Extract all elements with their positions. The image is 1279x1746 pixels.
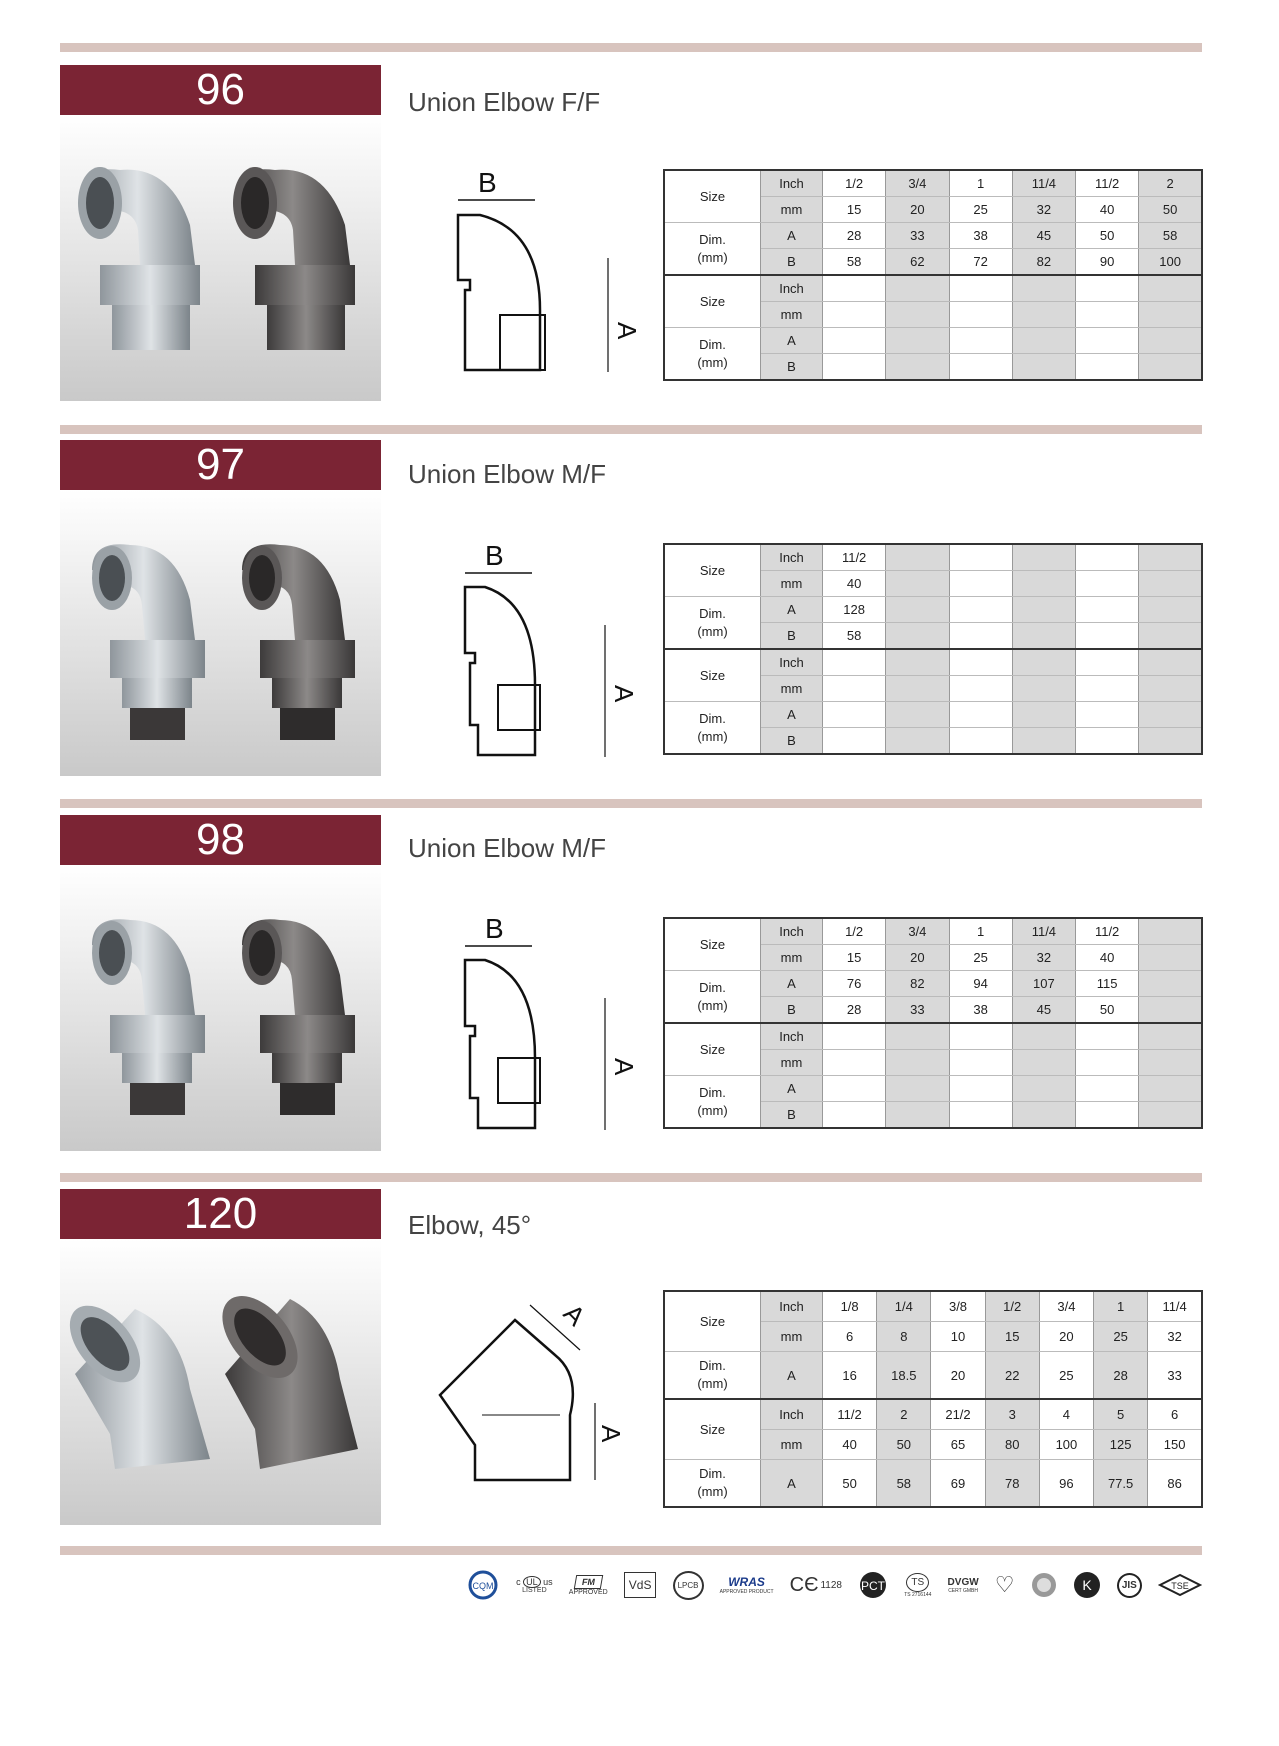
table-cell: 50 bbox=[1076, 223, 1139, 249]
dim-label: Dim. (mm) bbox=[664, 971, 761, 1024]
table-cell: 62 bbox=[886, 249, 949, 276]
table-cell: 11/2 bbox=[1076, 170, 1139, 197]
table-cell: 3/4 bbox=[886, 918, 949, 945]
cert-logo-cqm bbox=[466, 1570, 500, 1600]
table-cell: 25 bbox=[1039, 1352, 1093, 1400]
size-label: Size bbox=[664, 1023, 761, 1076]
table-cell: 16 bbox=[823, 1352, 877, 1400]
table-cell: 2 bbox=[1139, 170, 1202, 197]
technical-drawing bbox=[430, 1295, 640, 1510]
table-cell: 25 bbox=[949, 945, 1012, 971]
table-cell: 50 bbox=[877, 1430, 931, 1460]
product-number: 98 bbox=[60, 815, 381, 865]
unit-b: B bbox=[761, 249, 823, 276]
unit-mm: mm bbox=[761, 1322, 823, 1352]
table-cell: 3/4 bbox=[1039, 1291, 1093, 1322]
table-cell: 20 bbox=[931, 1352, 985, 1400]
table-cell: 21/2 bbox=[931, 1399, 985, 1430]
table-cell: 20 bbox=[886, 945, 949, 971]
table-cell: 1 bbox=[949, 170, 1012, 197]
dimension-label-a: A bbox=[612, 322, 640, 340]
unit-b: B bbox=[761, 728, 823, 755]
unit-b: B bbox=[761, 354, 823, 381]
cert-logo-tse bbox=[1158, 1573, 1202, 1597]
table-cell: 15 bbox=[823, 945, 886, 971]
seal-icon bbox=[1031, 1572, 1057, 1598]
unit-inch: Inch bbox=[761, 1399, 823, 1430]
cert-logo-vds: VdS bbox=[624, 1572, 657, 1598]
unit-inch: Inch bbox=[761, 1023, 823, 1050]
table-cell: 5 bbox=[1094, 1399, 1148, 1430]
product-number: 96 bbox=[60, 65, 381, 115]
table-cell: 1 bbox=[1094, 1291, 1148, 1322]
unit-a: A bbox=[761, 223, 823, 249]
svg-text:TSE: TSE bbox=[1171, 1581, 1189, 1591]
table-cell: 32 bbox=[1012, 197, 1075, 223]
cert-logo-ts: TS TS 2716144 bbox=[904, 1573, 931, 1598]
unit-inch: Inch bbox=[761, 275, 823, 302]
technical-drawing bbox=[430, 535, 640, 770]
separator-bar bbox=[60, 1546, 1202, 1555]
dim-label: Dim. (mm) bbox=[664, 1352, 761, 1400]
table-cell: 58 bbox=[1139, 223, 1202, 249]
unit-a: A bbox=[761, 1460, 823, 1508]
table-cell: 50 bbox=[823, 1460, 877, 1508]
cert-logo-lpcb: LPCB bbox=[673, 1571, 704, 1600]
table-cell: 11/2 bbox=[1076, 918, 1139, 945]
unit-mm: mm bbox=[761, 945, 823, 971]
cert-logo-ul: c UL us LISTED bbox=[516, 1576, 553, 1594]
table-cell: 72 bbox=[949, 249, 1012, 276]
table-cell: 1 bbox=[949, 918, 1012, 945]
spec-table bbox=[663, 169, 1203, 381]
unit-a: A bbox=[761, 1352, 823, 1400]
table-cell: 107 bbox=[1012, 971, 1075, 997]
size-label: Size bbox=[664, 1399, 761, 1460]
table-cell: 58 bbox=[823, 623, 886, 650]
dim-label: Dim. (mm) bbox=[664, 702, 761, 755]
table-cell: 1/4 bbox=[877, 1291, 931, 1322]
unit-mm: mm bbox=[761, 197, 823, 223]
size-label: Size bbox=[664, 649, 761, 702]
spec-table bbox=[663, 543, 1203, 755]
table-cell: 96 bbox=[1039, 1460, 1093, 1508]
table-cell: 115 bbox=[1076, 971, 1139, 997]
table-cell: 18.5 bbox=[877, 1352, 931, 1400]
product-number: 120 bbox=[60, 1189, 381, 1239]
table-cell: 1/2 bbox=[985, 1291, 1039, 1322]
cert-logo-ce: CЄ 1128 bbox=[789, 1573, 842, 1596]
table-cell: 11/4 bbox=[1012, 170, 1075, 197]
table-cell: 32 bbox=[1148, 1322, 1202, 1352]
table-cell: 6 bbox=[1148, 1399, 1202, 1430]
size-label: Size bbox=[664, 170, 761, 223]
table-cell: 1/2 bbox=[823, 170, 886, 197]
product-photo bbox=[60, 490, 381, 776]
table-cell: 1/8 bbox=[823, 1291, 877, 1322]
dimension-label-a: A bbox=[596, 1425, 626, 1443]
table-cell: 33 bbox=[1148, 1352, 1202, 1400]
table-cell: 15 bbox=[985, 1322, 1039, 1352]
table-cell: 128 bbox=[823, 597, 886, 623]
table-cell: 100 bbox=[1039, 1430, 1093, 1460]
dim-label: Dim. (mm) bbox=[664, 1076, 761, 1129]
technical-drawing bbox=[430, 160, 640, 395]
table-cell: 82 bbox=[1012, 249, 1075, 276]
table-cell: 80 bbox=[985, 1430, 1039, 1460]
unit-mm: mm bbox=[761, 676, 823, 702]
unit-inch: Inch bbox=[761, 918, 823, 945]
table-cell: 77.5 bbox=[1094, 1460, 1148, 1508]
separator-bar bbox=[60, 425, 1202, 434]
dim-label: Dim. (mm) bbox=[664, 597, 761, 650]
table-cell: 3 bbox=[985, 1399, 1039, 1430]
separator-bar bbox=[60, 43, 1202, 52]
dimension-label-b: B bbox=[485, 913, 504, 944]
size-label: Size bbox=[664, 544, 761, 597]
table-cell: 86 bbox=[1148, 1460, 1202, 1508]
table-cell: 69 bbox=[931, 1460, 985, 1508]
table-cell: 33 bbox=[886, 223, 949, 249]
k-mark-icon bbox=[1073, 1571, 1101, 1599]
table-cell: 33 bbox=[886, 997, 949, 1024]
product-title: Union Elbow M/F bbox=[408, 833, 606, 863]
table-cell: 65 bbox=[931, 1430, 985, 1460]
product-title: Elbow, 45° bbox=[408, 1210, 532, 1240]
dimension-label-b: B bbox=[478, 167, 497, 198]
table-cell: 20 bbox=[1039, 1322, 1093, 1352]
size-label: Size bbox=[664, 918, 761, 971]
table-cell: 11/2 bbox=[823, 1399, 877, 1430]
separator-bar bbox=[60, 1173, 1202, 1182]
unit-inch: Inch bbox=[761, 544, 823, 571]
table-cell: 11/2 bbox=[823, 544, 886, 571]
unit-b: B bbox=[761, 623, 823, 650]
table-cell: 40 bbox=[823, 571, 886, 597]
table-cell: 38 bbox=[949, 997, 1012, 1024]
table-cell: 8 bbox=[877, 1322, 931, 1352]
dimension-label-b: B bbox=[485, 540, 504, 571]
dimension-label-a: A bbox=[557, 1298, 592, 1332]
table-cell: 15 bbox=[823, 197, 886, 223]
table-cell: 90 bbox=[1076, 249, 1139, 276]
svg-text:PCT: PCT bbox=[861, 1579, 886, 1593]
table-cell: 22 bbox=[985, 1352, 1039, 1400]
table-cell: 94 bbox=[949, 971, 1012, 997]
product-photo bbox=[60, 865, 381, 1151]
dimension-label-a: A bbox=[609, 1058, 639, 1076]
table-cell: 28 bbox=[1094, 1352, 1148, 1400]
table-cell: 28 bbox=[823, 223, 886, 249]
heart-icon: ♡ bbox=[994, 1572, 1015, 1597]
separator-bar bbox=[60, 799, 1202, 808]
unit-a: A bbox=[761, 597, 823, 623]
table-cell: 11/4 bbox=[1148, 1291, 1202, 1322]
cert-logo-jis: JIS bbox=[1117, 1573, 1142, 1598]
size-label: Size bbox=[664, 1291, 761, 1352]
table-cell: 11/4 bbox=[1012, 918, 1075, 945]
table-cell: 28 bbox=[823, 997, 886, 1024]
unit-a: A bbox=[761, 971, 823, 997]
table-cell: 45 bbox=[1012, 223, 1075, 249]
table-cell: 40 bbox=[823, 1430, 877, 1460]
table-cell: 1/2 bbox=[823, 918, 886, 945]
unit-mm: mm bbox=[761, 302, 823, 328]
table-cell: 10 bbox=[931, 1322, 985, 1352]
cert-logo-dvgw: DVGW CERT GMBH bbox=[947, 1576, 979, 1594]
product-photo bbox=[60, 115, 381, 401]
table-cell: 58 bbox=[877, 1460, 931, 1508]
unit-a: A bbox=[761, 328, 823, 354]
spec-table bbox=[663, 917, 1203, 1129]
table-cell: 3/4 bbox=[886, 170, 949, 197]
cert-logo-pct bbox=[858, 1571, 888, 1599]
table-cell: 20 bbox=[886, 197, 949, 223]
product-number: 97 bbox=[60, 440, 381, 490]
table-cell: 3/8 bbox=[931, 1291, 985, 1322]
table-cell: 58 bbox=[823, 249, 886, 276]
table-cell: 100 bbox=[1139, 249, 1202, 276]
unit-inch: Inch bbox=[761, 170, 823, 197]
table-cell: 50 bbox=[1139, 197, 1202, 223]
table-cell: 78 bbox=[985, 1460, 1039, 1508]
unit-a: A bbox=[761, 702, 823, 728]
table-cell: 150 bbox=[1148, 1430, 1202, 1460]
table-cell: 32 bbox=[1012, 945, 1075, 971]
table-cell: 45 bbox=[1012, 997, 1075, 1024]
technical-drawing bbox=[430, 908, 640, 1143]
table-cell: 40 bbox=[1076, 197, 1139, 223]
cert-logo-wras: WRAS APPROVED PRODUCT bbox=[719, 1575, 774, 1595]
table-cell: 40 bbox=[1076, 945, 1139, 971]
table-cell: 50 bbox=[1076, 997, 1139, 1024]
certification-logos bbox=[466, 1567, 1202, 1603]
size-label: Size bbox=[664, 275, 761, 328]
table-cell: 4 bbox=[1039, 1399, 1093, 1430]
cert-logo-fm: FM APPROVED bbox=[568, 1576, 608, 1596]
unit-inch: Inch bbox=[761, 1291, 823, 1322]
table-cell: 82 bbox=[886, 971, 949, 997]
unit-a: A bbox=[761, 1076, 823, 1102]
unit-inch: Inch bbox=[761, 649, 823, 676]
table-cell: 25 bbox=[949, 197, 1012, 223]
unit-mm: mm bbox=[761, 1430, 823, 1460]
unit-b: B bbox=[761, 997, 823, 1024]
dim-label: Dim. (mm) bbox=[664, 1460, 761, 1508]
table-cell: 38 bbox=[949, 223, 1012, 249]
product-title: Union Elbow F/F bbox=[408, 87, 601, 117]
svg-text:K: K bbox=[1082, 1577, 1092, 1593]
table-cell: 76 bbox=[823, 971, 886, 997]
unit-mm: mm bbox=[761, 1050, 823, 1076]
dim-label: Dim. (mm) bbox=[664, 328, 761, 381]
dimension-label-a: A bbox=[609, 685, 639, 703]
table-cell: 125 bbox=[1094, 1430, 1148, 1460]
product-title: Union Elbow M/F bbox=[408, 459, 606, 489]
svg-text:CQM: CQM bbox=[472, 1581, 494, 1591]
table-cell: 6 bbox=[823, 1322, 877, 1352]
table-cell: 25 bbox=[1094, 1322, 1148, 1352]
table-cell: 2 bbox=[877, 1399, 931, 1430]
spec-table bbox=[663, 1290, 1203, 1508]
dim-label: Dim. (mm) bbox=[664, 223, 761, 276]
unit-b: B bbox=[761, 1102, 823, 1129]
unit-mm: mm bbox=[761, 571, 823, 597]
product-photo bbox=[60, 1239, 381, 1525]
